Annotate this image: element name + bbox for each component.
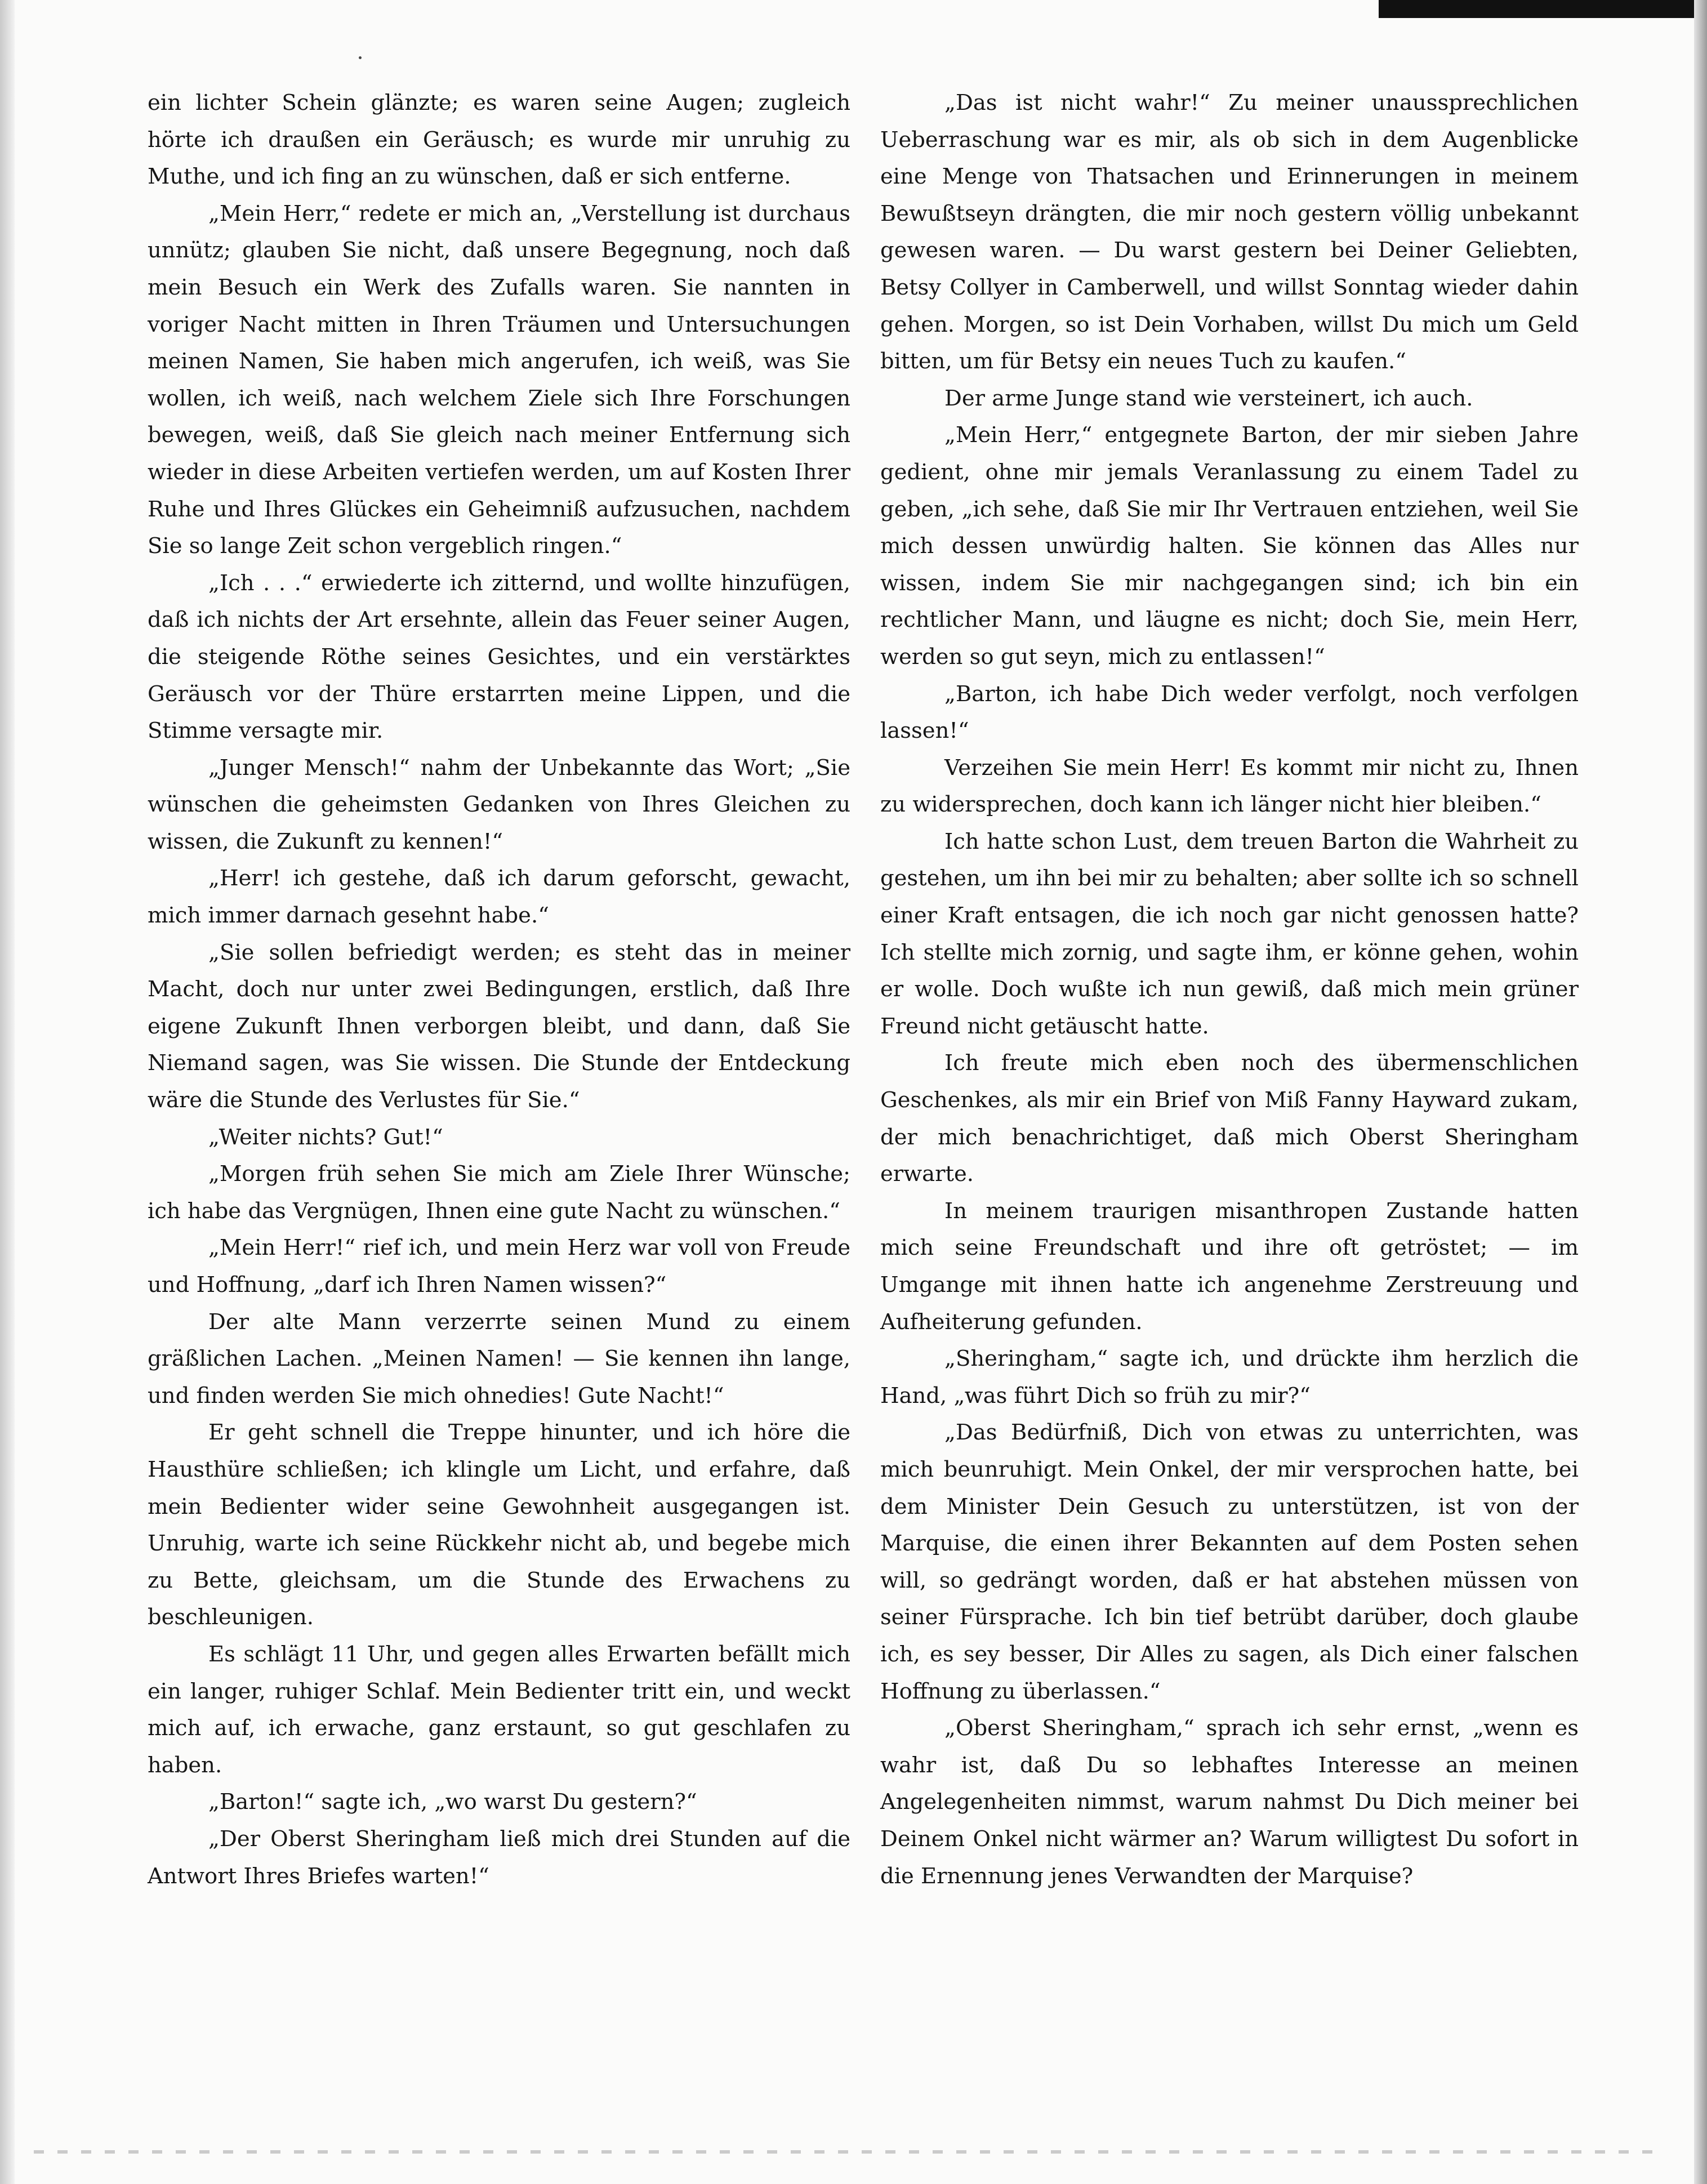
paragraph: Er geht schnell die Treppe hinunter, und ich höre die Hausthüre schließen; ich klingle um Licht, und erfahre, daß mein Bedienter wider seine Gewohnheit ausgegangen ist. Unruhig, warte ich seine Rückkehr nicht ab, und begebe mich zu Bette, gleichsam, um die Stunde des Erwachens zu beschleunigen. bbox=[148, 1420, 850, 1630]
paragraph: Der arme Junge stand wie versteinert, ich auch. bbox=[944, 385, 1473, 411]
paragraph: „Barton!“ sagte ich, „wo warst Du gestern?“ bbox=[208, 1789, 697, 1815]
paragraph: „Das Bedürfniß, Dich von etwas zu unterrichten, was mich beunruhigt. Mein Onkel, der mir versprochen hatte, bei dem Minister Dein Gesuch zu unterstützen, ist von der Marquise, die einen ihrer Bekannten auf dem Posten sehen will, so gedrängt worden, daß er hat abstehen müssen von seiner Fürsprache. Ich bin tief betrübt darüber, doch glaube ich, es sey besser, Dir Alles zu sagen, als Dich einer falschen Hoffnung zu überlassen.“ bbox=[880, 1420, 1579, 1704]
paragraph: Der alte Mann verzerrte seinen Mund zu einem gräßlichen Lachen. „Meinen Namen! — Sie kennen ihn lange, und finden werden Sie mich ohnedies! Gute Nacht!“ bbox=[148, 1309, 850, 1409]
paragraph: „Mein Herr,“ redete er mich an, „Verstellung ist durchaus unnütz; glauben Sie nicht, daß unsere Begegnung, noch daß mein Besuch ein Werk des Zufalls waren. Sie nannten in voriger Nacht mitten in Ihren Träumen und Untersuchungen meinen Namen, Sie haben mich angerufen, ich weiß, was Sie wollen, ich weiß, nach welchem Ziele sich Ihre Forschungen bewegen, weiß, daß Sie gleich nach meiner Entfernung sich wieder in diese Arbeiten vertiefen werden, um auf Kosten Ihrer Ruhe und Ihres Glückes ein Geheimniß aufzusuchen, nachdem Sie so lange Zeit schon vergeblich ringen.“ bbox=[148, 200, 850, 559]
right-column bbox=[880, 84, 1579, 1895]
bottom-scan-noise bbox=[34, 2150, 1656, 2154]
paragraph: „Barton, ich habe Dich weder verfolgt, noch verfolgen lassen!“ bbox=[880, 681, 1579, 744]
paragraph: „Mein Herr,“ entgegnete Barton, der mir sieben Jahre gedient, ohne mir jemals Veranlassung zu einem Tadel zu geben, „ich sehe, daß Sie mir Ihr Vertrauen entziehen, weil Sie mich dessen unwürdig halten. Sie können das Alles nur wissen, indem Sie mir nachgegangen sind; ich bin ein rechtlicher Mann, und läugne es nicht; doch Sie, mein Herr, werden so gut seyn, mich zu entlassen!“ bbox=[880, 422, 1579, 670]
paragraph: „Mein Herr!“ rief ich, und mein Herz war voll von Freude und Hoffnung, „darf ich Ihren Namen wissen?“ bbox=[148, 1235, 850, 1298]
paragraph: In meinem traurigen misanthropen Zustande hatten mich seine Freundschaft und ihre oft getröstet; — im Umgange mit ihnen hatte ich angenehme Zerstreuung und Aufheiterung gefunden. bbox=[880, 1198, 1579, 1335]
paragraph: „Der Oberst Sheringham ließ mich drei Stunden auf die Antwort Ihres Briefes warten!“ bbox=[148, 1826, 850, 1889]
paragraph: „Herr! ich gestehe, daß ich darum geforscht, gewacht, mich immer darnach gesehnt habe.“ bbox=[148, 866, 850, 929]
binding-shadow bbox=[0, 0, 15, 2184]
paragraph: „Junger Mensch!“ nahm der Unbekannte das Wort; „Sie wünschen die geheimsten Gedanken von Ihres Gleichen zu wissen, die Zukunft zu kennen!“ bbox=[148, 755, 850, 854]
paragraph: „Morgen früh sehen Sie mich am Ziele Ihrer Wünsche; ich habe das Vergnügen, Ihnen eine gute Nacht zu wünschen.“ bbox=[148, 1161, 850, 1224]
paragraph: Ich hatte schon Lust, dem treuen Barton die Wahrheit zu gestehen, um ihn bei mir zu behalten; aber sollte ich so schnell einer Kraft entsagen, die ich noch gar nicht genossen hatte? Ich stellte mich zornig, und sagte ihm, er könne gehen, wohin er wolle. Doch wußte ich nun gewiß, daß mich mein grüner Freund nicht getäuscht hatte. bbox=[880, 828, 1579, 1039]
top-edge-tab bbox=[1379, 0, 1707, 18]
paragraph: Es schlägt 11 Uhr, und gegen alles Erwarten befällt mich ein langer, ruhiger Schlaf. Mein Bedienter tritt ein, und weckt mich auf, ich erwache, ganz erstaunt, so gut geschlafen zu haben. bbox=[148, 1641, 850, 1778]
paragraph: „Oberst Sheringham,“ sprach ich sehr ernst, „wenn es wahr ist, daß Du so lebhaftes Interesse an meinen Angelegenheiten nimmst, warum nahmst Du Dich meiner bei Deinem Onkel nicht wärmer an? Warum willigtest Du sofort in die Ernennung jenes Verwandten der Marquise? bbox=[880, 1715, 1579, 1889]
right-page-edge bbox=[1694, 0, 1707, 2184]
paragraph: „Weiter nichts? Gut!“ bbox=[208, 1124, 443, 1150]
paragraph: ein lichter Schein glänzte; es waren seine Augen; zugleich hörte ich draußen ein Geräusch; es wurde mir unruhig zu Muthe, und ich fing an zu wünschen, daß er sich entferne. bbox=[148, 90, 850, 190]
paragraph: „Sie sollen befriedigt werden; es steht das in meiner Macht, doch nur unter zwei Bedingungen, erstlich, daß Ihre eigene Zukunft Ihnen verborgen bleibt, und dann, daß Sie Niemand sagen, was Sie wissen. Die Stunde der Entdeckung wäre die Stunde des Verlustes für Sie.“ bbox=[148, 939, 850, 1113]
paragraph: „Ich . . .“ erwiederte ich zitternd, und wollte hinzufügen, daß ich nichts der Art ersehnte, allein das Feuer seiner Augen, die steigende Röthe seines Gesichtes, und ein verstärktes Geräusch vor der Thüre erstarrten meine Lippen, und die Stimme versagte mir. bbox=[148, 570, 850, 744]
paragraph: Verzeihen Sie mein Herr! Es kommt mir nicht zu, Ihnen zu widersprechen, doch kann ich länger nicht hier bleiben.“ bbox=[880, 755, 1579, 818]
ink-speck bbox=[359, 56, 362, 59]
paragraph: Ich freute mich eben noch des übermenschlichen Geschenkes, als mir ein Brief von Miß Fanny Hayward zukam, der mich benachrichtiget, daß mich Oberst Sheringham erwarte. bbox=[880, 1050, 1579, 1187]
paragraph: „Sheringham,“ sagte ich, und drückte ihm herzlich die Hand, „was führt Dich so früh zu mir?“ bbox=[880, 1346, 1579, 1409]
left-column bbox=[148, 84, 850, 1895]
paragraph: „Das ist nicht wahr!“ Zu meiner unaussprechlichen Ueberraschung war es mir, als ob sich in dem Augenblicke eine Menge von Thatsachen und Erinnerungen in meinem Bewußtseyn drängten, die mir noch gestern völlig unbekannt gewesen waren. — Du warst gestern bei Deiner Geliebten, Betsy Collyer in Camberwell, und willst Sonntag wieder dahin gehen. Morgen, so ist Dein Vorhaben, willst Du mich um Geld bitten, um für Betsy ein neues Tuch zu kaufen.“ bbox=[880, 90, 1579, 375]
